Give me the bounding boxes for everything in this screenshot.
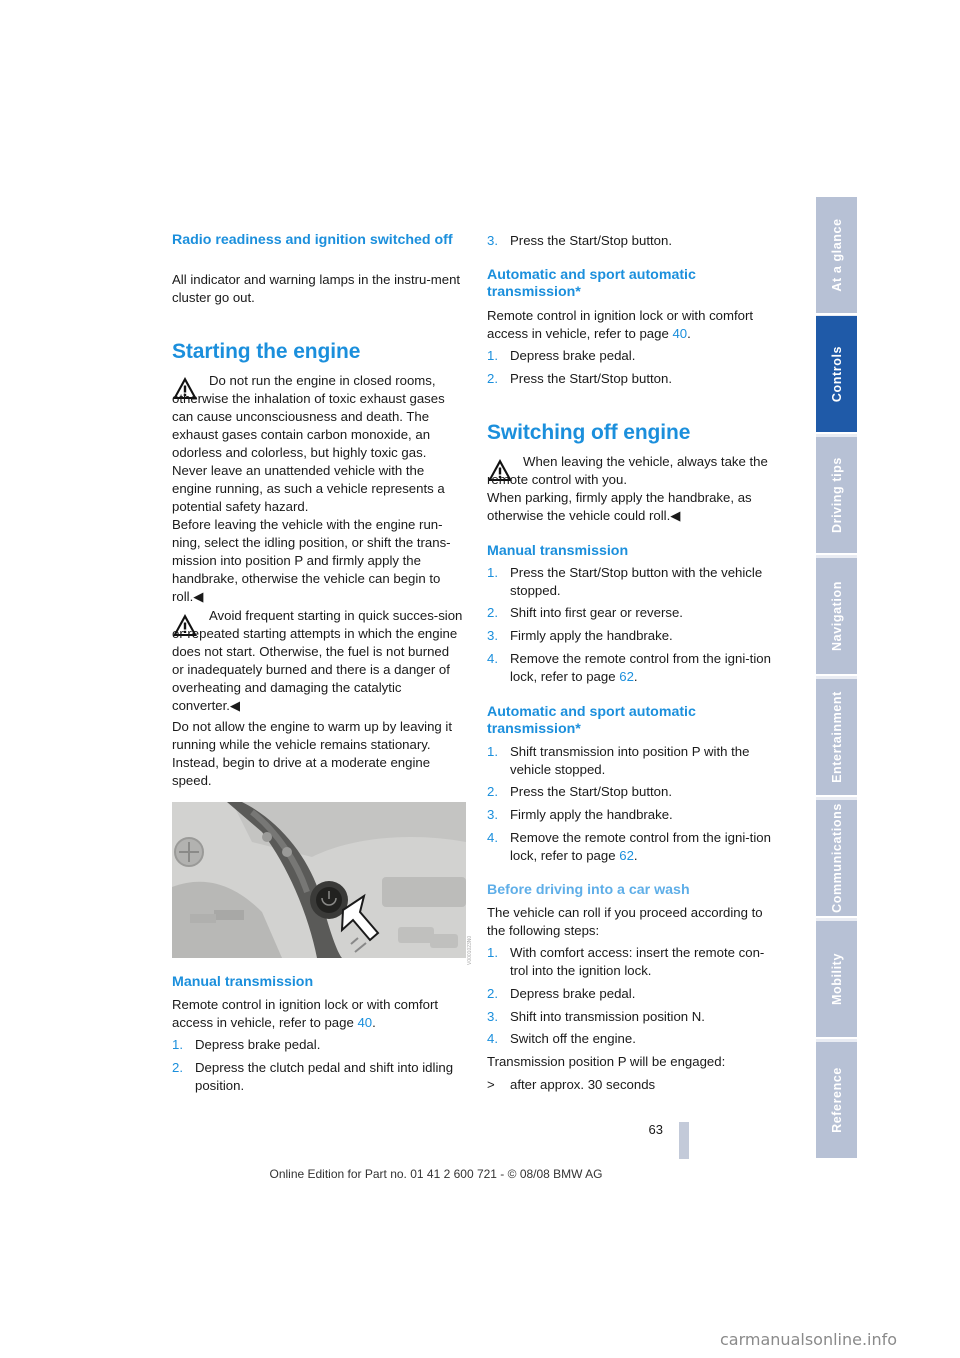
car-wash-heading: Before driving into a car wash [487, 882, 690, 898]
page-link-62[interactable]: 62 [619, 669, 634, 684]
tab-navigation[interactable]: Navigation [816, 558, 857, 676]
list-item: 1. Depress brake pedal. [172, 1037, 321, 1052]
list-item: 1. Depress brake pedal. [487, 348, 636, 363]
page-marker-bar [679, 1122, 689, 1159]
tab-communications[interactable]: Communications [816, 800, 857, 918]
manual-transmission-intro: Remote control in ignition lock or with comfort access in vehicle, refer to page 40. [172, 997, 439, 1030]
list-item: 4. Remove the remote control from the igni-tion lock, refer to page 62. [487, 830, 771, 863]
page-link-62[interactable]: 62 [619, 848, 634, 863]
start-stop-button-photo [172, 802, 466, 958]
switching-off-heading: Switching off engine [487, 421, 691, 444]
list-item: 3. Firmly apply the handbrake. [487, 628, 673, 643]
watermark: carmanualsonline.info [720, 1330, 898, 1349]
warning-frequent-starting: Avoid frequent starting in quick succes-sion or repeated starting attempts in which the engine does not start. Otherwise, the fuel is not burned or inadequately burned and there is a danger of overheating and damaging the catalytic converter.◀ [172, 608, 463, 713]
radio-readiness-heading: Radio readiness and ignition switched off [172, 232, 453, 248]
page-number: 63 [648, 1122, 663, 1137]
list-item: 3. Press the Start/Stop button. [487, 233, 673, 248]
list-item: 4. Remove the remote control from the igni-tion lock, refer to page 62. [487, 651, 771, 684]
list-item: 1. Shift transmission into position P with the vehicle stopped. [487, 744, 750, 777]
chapter-tab-strip [816, 197, 857, 1160]
position-p-text: Transmission position P will be engaged: [487, 1054, 726, 1069]
radio-readiness-text: All indicator and warning lamps in the instru-ment cluster go out. [172, 272, 461, 305]
automatic-off-heading: Automatic and sport automatic transmission* [487, 704, 696, 737]
list-item: 4. Switch off the engine. [487, 1031, 636, 1046]
warning-closed-rooms: Do not run the engine in closed rooms, otherwise the inhalation of toxic exhaust gases can cause unconsciousness and death. The exhaust gases contain carbon monoxide, an odorless and colorless, but highly toxic gas. Never leave an unattended vehicle with the engine running, as such a vehicle represents a potential safety hazard. [172, 373, 445, 514]
automatic-transmission-intro: Remote control in ignition lock or with comfort access in vehicle, refer to page 40. [487, 308, 754, 341]
warmup-text: Do not allow the engine to warm up by leaving it running while the vehicle remains stationary. Instead, begin to drive at a moderate engine speed. [172, 719, 453, 788]
tab-driving-tips[interactable]: Driving tips [816, 437, 857, 555]
tab-at-a-glance[interactable]: At a glance [816, 197, 857, 315]
tab-mobility[interactable]: Mobility [816, 921, 857, 1039]
list-item: 3. Firmly apply the handbrake. [487, 807, 673, 822]
automatic-transmission-heading: Automatic and sport automatic transmission* [487, 267, 696, 300]
warning-idling-position: Before leaving the vehicle with the engine run-ning, select the idling position, or shift the trans-mission into position P and firmly apply the handbrake, otherwise the vehicle can begin to roll.◀ [172, 517, 451, 604]
footer-edition-text: Online Edition for Part no. 01 41 2 600 721 - © 08/08 BMW AG [269, 1167, 603, 1181]
tab-reference[interactable]: Reference [816, 1042, 857, 1160]
starting-engine-heading: Starting the engine [172, 340, 361, 363]
tab-controls[interactable]: Controls [816, 316, 857, 434]
list-item: 2. Press the Start/Stop button. [487, 784, 673, 799]
page-link-40[interactable]: 40 [357, 1015, 373, 1030]
list-item: 2. Shift into first gear or reverse. [487, 605, 683, 620]
manual-off-heading: Manual transmission [487, 543, 629, 559]
list-item: 2. Depress the clutch pedal and shift into idling position. [172, 1060, 454, 1093]
tab-entertainment[interactable]: Entertainment [816, 679, 857, 797]
photo-credit: V0001023N0 [467, 935, 473, 965]
warning-handbrake: When parking, firmly apply the handbrake, as otherwise the vehicle could roll.◀ [487, 490, 752, 523]
list-item: 1. With comfort access: insert the remote con-trol into the ignition lock. [487, 945, 765, 978]
list-item: 3. Shift into transmission position N. [487, 1009, 705, 1024]
warning-take-remote: When leaving the vehicle, always take the remote control with you. [487, 454, 768, 487]
manual-transmission-heading: Manual transmission [172, 974, 314, 990]
page-link-40[interactable]: 40 [672, 326, 688, 341]
list-item: 2. Depress brake pedal. [487, 986, 636, 1001]
list-item: 1. Press the Start/Stop button with the vehicle stopped. [487, 565, 763, 598]
car-wash-intro: The vehicle can roll if you proceed according to the following steps: [487, 905, 763, 938]
list-item: > after approx. 30 seconds [487, 1077, 656, 1092]
list-item: 2. Press the Start/Stop button. [487, 371, 673, 386]
